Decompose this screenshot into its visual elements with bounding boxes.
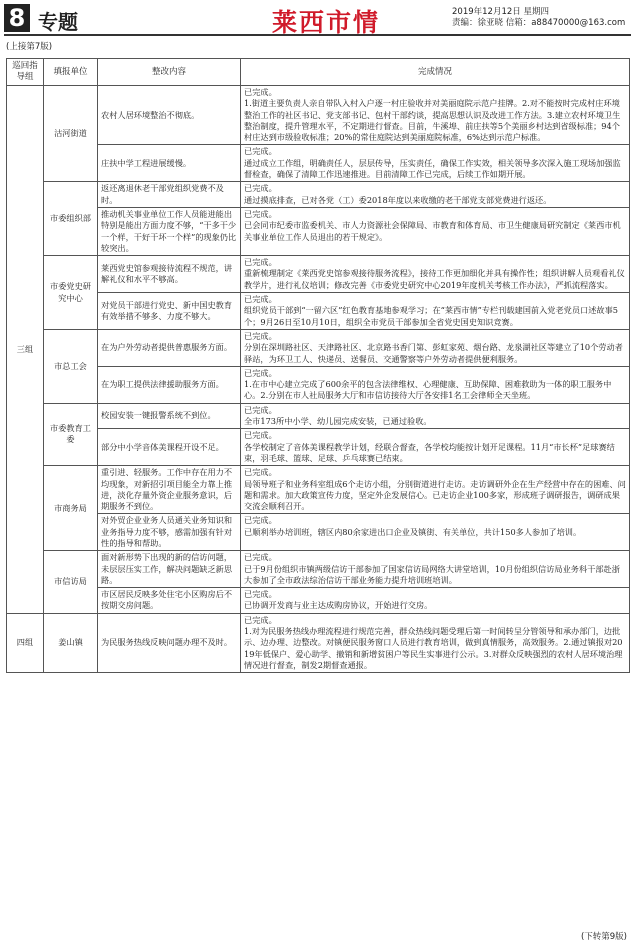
- unit-cell: 姜山镇: [44, 613, 98, 672]
- table-row: [7, 514, 630, 551]
- status-cell: 已完成。 重新梳理制定《莱西党史馆参观接待服务流程》，接待工作更加细化并具有操作性；组织讲解人员观看礼仪教学片，进行礼仪培训；修改完善《市委党史研究中心2019年度机关考核工作办法》，严抓流程落实。: [241, 256, 630, 293]
- table-row: [7, 182, 630, 208]
- column-header-status: 完成情况: [241, 59, 630, 86]
- table-row: [7, 86, 630, 145]
- issue-cell: 在为职工提供法律援助服务方面。: [98, 366, 241, 403]
- unit-cell: 市信访局: [44, 551, 98, 613]
- table-row: [7, 551, 630, 588]
- status-cell: 已完成。 局领导班子和业务科室组成6个走访小组，分别街道进行走访。走访调研外企在生产经营中存在的困难、问题和需求。加大政策宣传力度，坚定外企发展信心。已走访企业100多家，形成班子调研报告，调研成果交流会顺利召开。: [241, 466, 630, 514]
- table-row: [7, 329, 630, 366]
- status-cell: 已完成。 1.对为民服务热线办理流程进行规范完善，群众热线问题受理后第一时间转呈分管领导和承办部门，边批示、边办理、边整改。对镇便民服务窗口人员进行教育培训，做到真情服务，高效服务。2.通过镇报对2019年低保户、爱心助学、撤销和新增贫困户等民生实事进行公示。3.对群众反映强烈的农村人居环境治理情况进行督查，制发2期督查通报。: [241, 613, 630, 672]
- page-number: 8: [4, 4, 30, 32]
- unit-cell: 市委组织部: [44, 182, 98, 256]
- group-cell: 四组: [7, 613, 44, 672]
- status-cell: 已完成。 已会同市纪委市监委机关、市人力资源社会保障局、市教育和体育局、市卫生健康局研究制定《莱西市机关事业单位工作人员退出的若干规定》。: [241, 207, 630, 255]
- section-title: 专题: [38, 10, 78, 34]
- status-cell: 已完成。 通过摸底排查，已对各党（工）委2018年度以来收缴的老干部党支部党费进行返还。: [241, 182, 630, 208]
- issue-cell: 面对新形势下出现的新的信访问题，未层层压实工作，解决问题缺乏新思路。: [98, 551, 241, 588]
- issue-cell: 重引进、轻服务。工作中存在用力不均现象，对新招引项目能全力靠上推进，淡化存量外资企业服务意识，后期服务不到位。: [98, 466, 241, 514]
- unit-cell: 市商务局: [44, 466, 98, 551]
- status-cell: 已完成。 1.在市中心建立完成了600余平的包含法律维权、心理健康、互助保障、困难救助为一体的职工服务中心。2.分别在市人社局服务大厅和市信访接待大厅各安排1名工会律师全天坐班。: [241, 366, 630, 403]
- table-header-row: [7, 59, 630, 86]
- status-cell: 已完成。 已于9月份组织市镇两级信访干部参加了国家信访局网络大讲堂培训，10月份组织信访局业务科干部赴浙大参加了全市政法综治信访干部业务能力提升培训班培训。: [241, 551, 630, 588]
- table-row: [7, 466, 630, 514]
- unit-cell: 沽河街道: [44, 86, 98, 182]
- issue-date: 2019年12月12日 星期四: [452, 7, 549, 17]
- column-header-unit: 填报单位: [44, 59, 98, 86]
- group-cell: 三组: [7, 86, 44, 614]
- issue-cell: 在为户外劳动者提供普惠服务方面。: [98, 329, 241, 366]
- rectification-table: [6, 58, 630, 673]
- table-row: [7, 207, 630, 255]
- table-row: [7, 366, 630, 403]
- unit-cell: 市委党史研究中心: [44, 256, 98, 330]
- status-cell: 已完成。 全市173所中小学、幼儿园完成安装，已通过验收。: [241, 403, 630, 429]
- status-cell: 已完成。 组织党员干部到“一留六区”红色教育基地参观学习；在“莱西市情”专栏刊载建国前入党老党员口述故事5个；9月26日至10月10日，组织全市党员干部参加全省党史国史知识竞赛。: [241, 293, 630, 330]
- unit-cell: 市委教育工委: [44, 403, 98, 465]
- issue-cell: 推动机关事业单位工作人员能进能出特别是能出方面力度不够，“干多干少一个样，干好干坏一个样”的现象仍比较突出。: [98, 207, 241, 255]
- table-row: [7, 145, 630, 182]
- continued-from-note: (上接第7版): [6, 42, 53, 52]
- table-row: [7, 429, 630, 466]
- issue-cell: 对外贸企业业务人员通关业务知识和业务指导力度不够，感需加强有针对性的指导和帮助。: [98, 514, 241, 551]
- status-cell: 已完成。 通过成立工作组，明确责任人，层层传导，压实责任，确保工作实效，相关领导多次深入施工现场加强监督检查，确保了清障工作迅速推进。目前清障工作已完成，后续工作如期开展。: [241, 145, 630, 182]
- header-meta: [452, 7, 625, 29]
- table-row: [7, 588, 630, 614]
- status-cell: 已完成。 1.街道主要负责人亲自带队入村入户逐一村庄验收并对美丽庭院示范户挂牌。2.对不能按时完成村庄环境整治工作的社区书记、党支部书记、包村干部约谈，提高思想认识及改进工作方法。3.建立农村环境卫生整治制度，提升管理水平，不定期进行督查。目前，牛溪埠、前庄扶等5个美丽乡村达到省级标准；94个村庄达到市级验收标准；20%的常住庭院达到美丽庭院标准，6%达到示范户标准。: [241, 86, 630, 145]
- editor-contact: 责编：徐亚晓 信箱：a88470000@163.com: [452, 18, 626, 28]
- issue-cell: 部分中小学音体美课程开设不足。: [98, 429, 241, 466]
- issue-cell: 校园安装一键报警系统不到位。: [98, 403, 241, 429]
- status-cell: 已完成。 分别在深圳路社区、天津路社区、北京路书香门第、彭虹家苑、烟台路、龙泉湖社区等建立了10个劳动者驿站，为环卫工人、快递员、送餐员、交通警察等户外劳动者提供便利服务。: [241, 329, 630, 366]
- table-row: [7, 613, 630, 672]
- column-header-issue: 整改内容: [98, 59, 241, 86]
- issue-cell: 为民服务热线反映问题办理不及时。: [98, 613, 241, 672]
- unit-cell: 市总工会: [44, 329, 98, 403]
- issue-cell: 返还离退休老干部党组织党费不及时。: [98, 182, 241, 208]
- status-cell: 已完成。 已顺利举办培训班，辖区内80余家进出口企业及镇街、有关单位，共计150多人参加了培训。: [241, 514, 630, 551]
- table-row: [7, 293, 630, 330]
- status-cell: 已完成。 各学校制定了音体美课程教学计划，经联合督查，各学校均能按计划开足课程。11月“市长杯”足球赛结束，羽毛球、篮球、足球、乒乓球赛已结束。: [241, 429, 630, 466]
- table-body: [7, 86, 630, 673]
- table-row: [7, 256, 630, 293]
- issue-cell: 对党员干部进行党史、新中国史教育有效举措不够多、力度不够大。: [98, 293, 241, 330]
- issue-cell: 农村人居环境整治不彻底。: [98, 86, 241, 145]
- issue-cell: 市区居民反映多处住宅小区购房后不按期交房问题。: [98, 588, 241, 614]
- column-header-group: 巡回指导组: [7, 59, 44, 86]
- status-cell: 已完成。 已协调开发商与业主达成购房协议，开始进行交房。: [241, 588, 630, 614]
- newspaper-masthead: 莱西市情: [272, 8, 381, 37]
- issue-cell: 庄扶中学工程进展缓慢。: [98, 145, 241, 182]
- header-rule: [4, 34, 631, 36]
- issue-cell: 莱西党史馆参观接待流程不规范，讲解礼仪和水平不够高。: [98, 256, 241, 293]
- table-row: [7, 403, 630, 429]
- continued-to-note: (下转第9版): [580, 932, 627, 942]
